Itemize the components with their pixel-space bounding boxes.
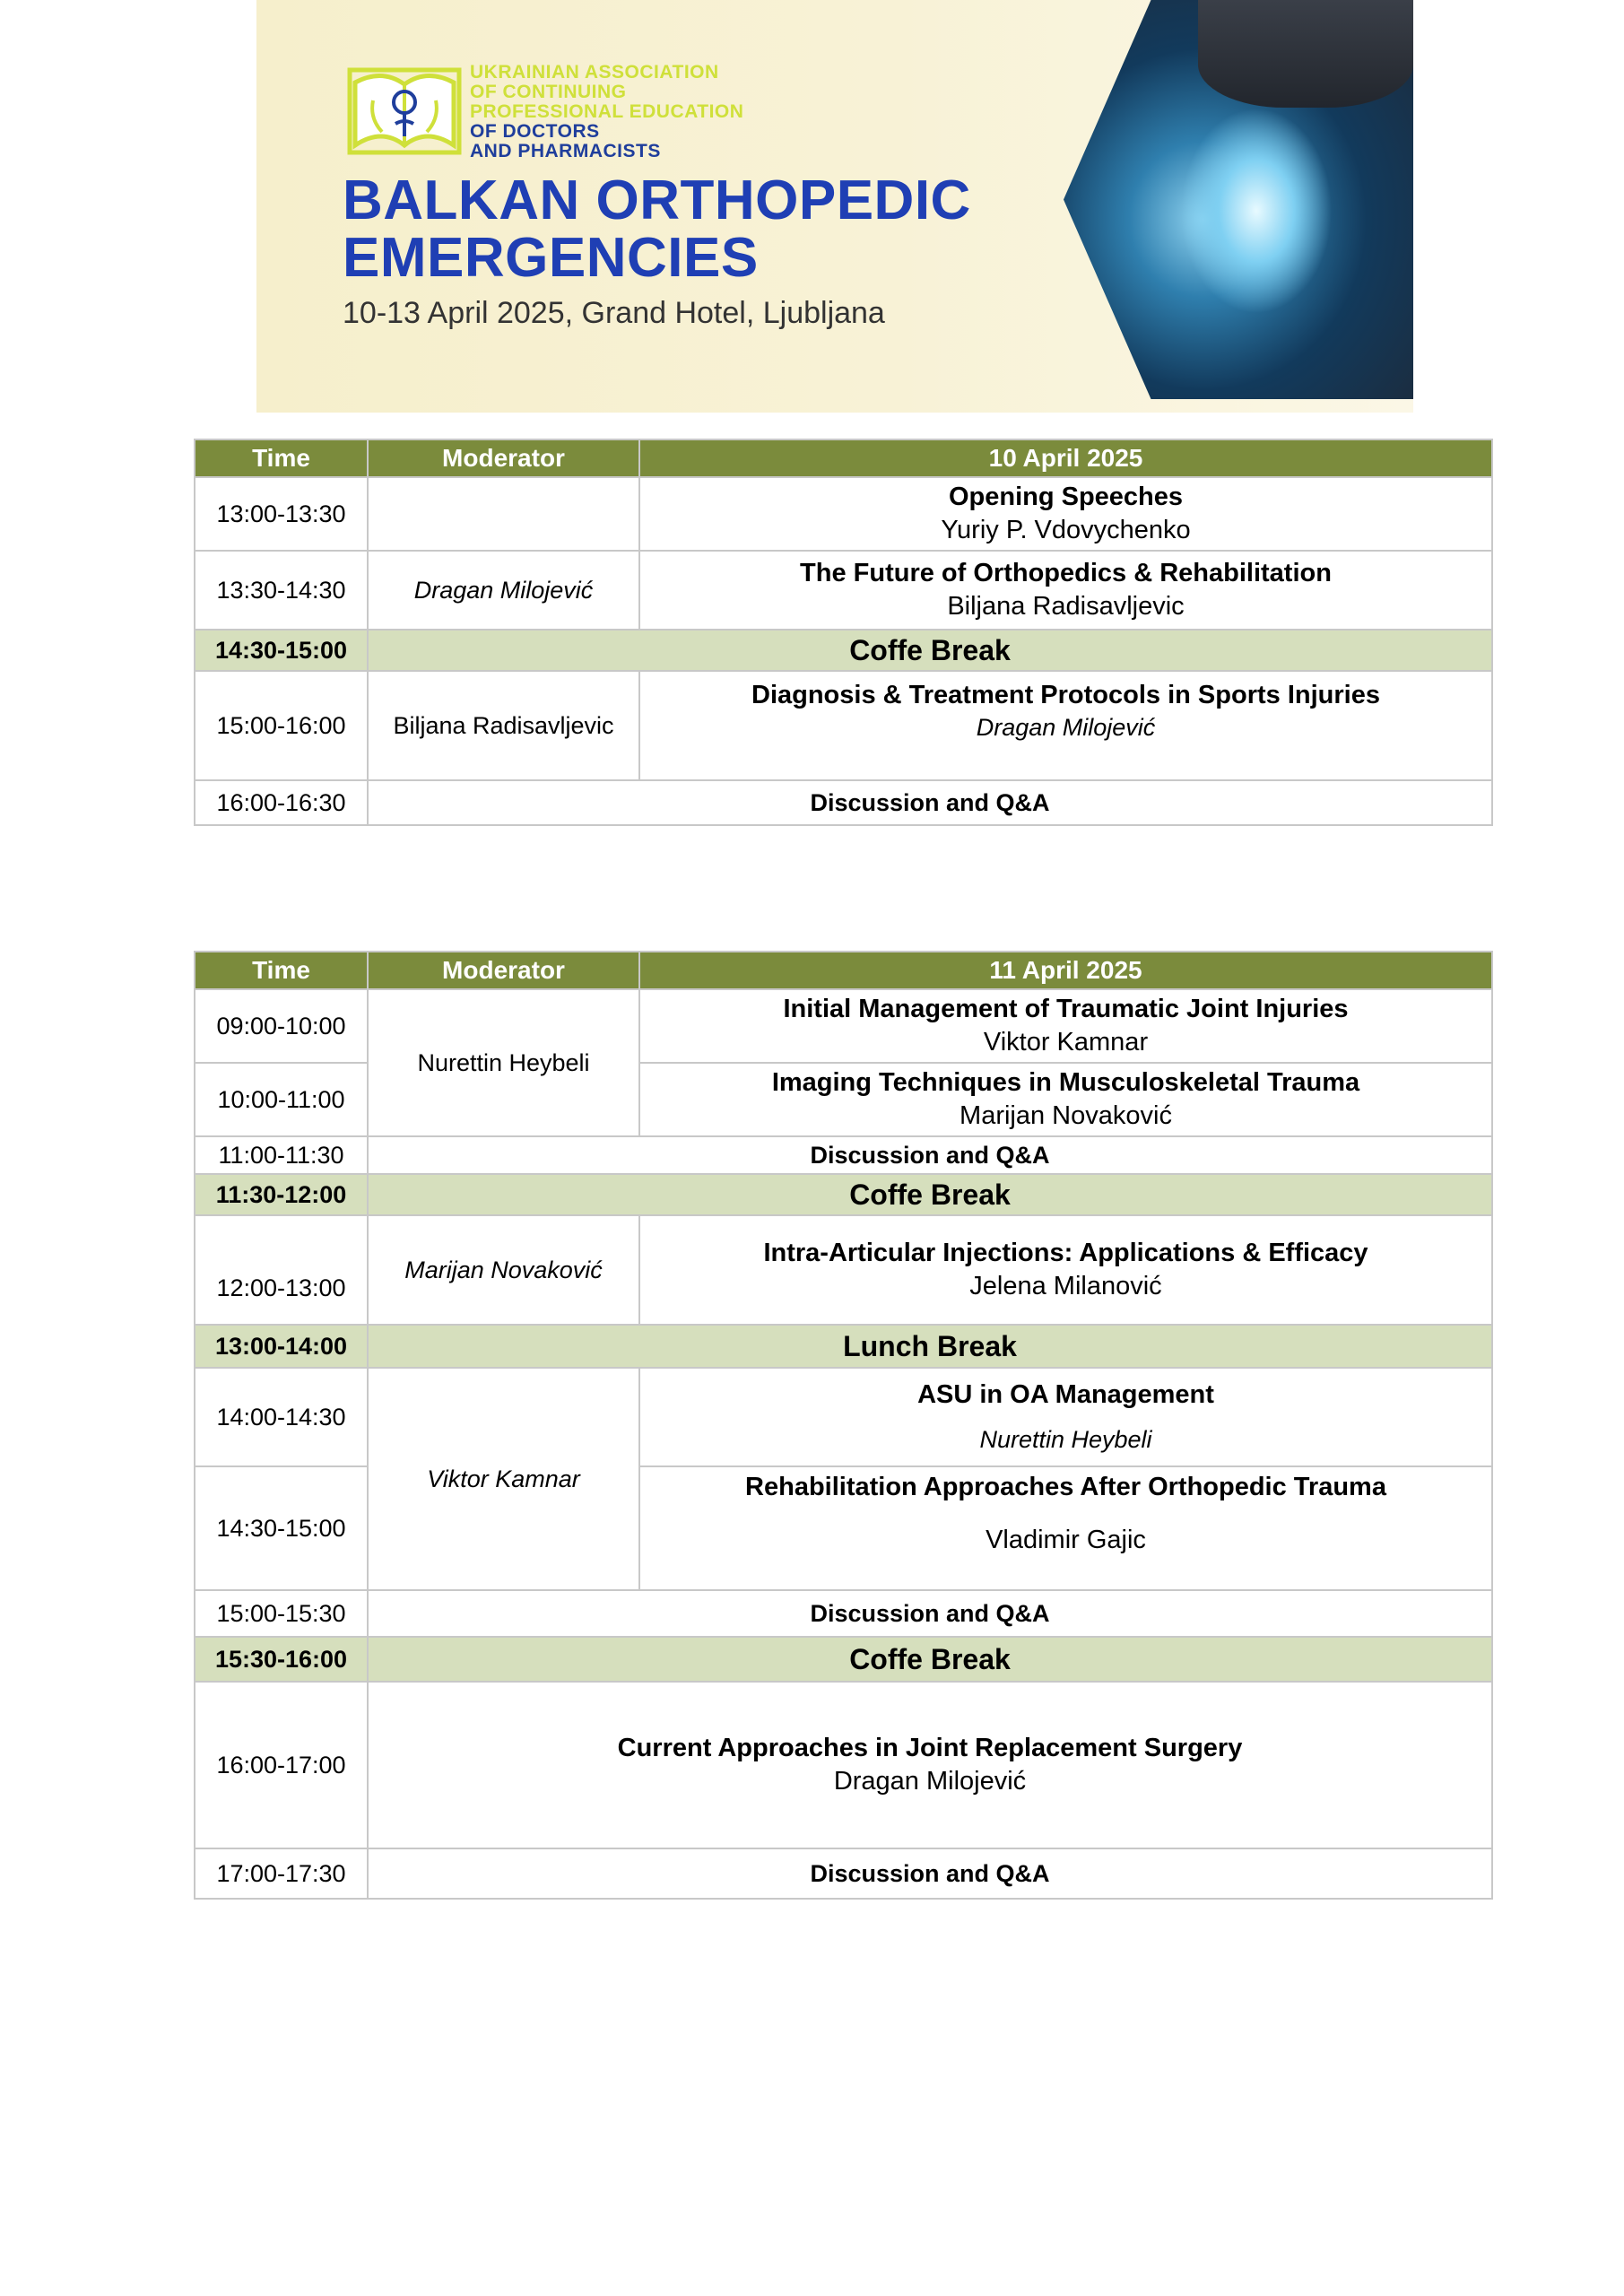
session-speaker: Viktor Kamnar bbox=[983, 1028, 1149, 1057]
header-time: Time bbox=[195, 952, 368, 989]
session-cell bbox=[639, 1215, 1492, 1325]
conference-dates: 10-13 April 2025, Grand Hotel, Ljubljana bbox=[343, 296, 885, 330]
time-cell: 12:00-13:00 bbox=[195, 1215, 368, 1325]
break-label: Coffe Break bbox=[368, 1174, 1492, 1215]
discussion-label: Discussion and Q&A bbox=[368, 780, 1492, 825]
time-cell: 13:00-14:00 bbox=[195, 1325, 368, 1368]
title-line-1: BALKAN ORTHOPEDIC bbox=[343, 170, 971, 231]
header-moderator: Moderator bbox=[368, 439, 639, 477]
session-cell bbox=[368, 1682, 1492, 1848]
schedule-table-day2 bbox=[194, 951, 1493, 1900]
session-cell bbox=[639, 671, 1492, 780]
association-name bbox=[470, 63, 743, 161]
session-cell bbox=[639, 1466, 1492, 1590]
association-line-2: OF CONTINUING bbox=[470, 82, 627, 102]
discussion-label: Discussion and Q&A bbox=[368, 1590, 1492, 1637]
table-row bbox=[195, 551, 1492, 630]
table-row bbox=[195, 477, 1492, 551]
association-line-1: UKRAINIAN ASSOCIATION bbox=[470, 62, 719, 83]
time-cell: 11:00-11:30 bbox=[195, 1136, 368, 1174]
table-row bbox=[195, 1848, 1492, 1899]
table-row bbox=[195, 1368, 1492, 1466]
time-cell: 17:00-17:30 bbox=[195, 1848, 368, 1899]
session-title: Diagnosis & Treatment Protocols in Sports Injuries bbox=[751, 681, 1380, 709]
table-header-row bbox=[195, 439, 1492, 477]
moderator-cell: Marijan Novaković bbox=[368, 1215, 639, 1325]
time-cell: 13:30-14:30 bbox=[195, 551, 368, 630]
association-line-4: OF DOCTORS bbox=[470, 121, 600, 142]
moderator-cell: Dragan Milojević bbox=[368, 551, 639, 630]
conference-title bbox=[343, 172, 971, 287]
moderator-cell bbox=[368, 477, 639, 551]
session-cell bbox=[639, 1368, 1492, 1466]
association-line-3: PROFESSIONAL EDUCATION bbox=[470, 101, 744, 122]
table-header-row bbox=[195, 952, 1492, 989]
session-cell bbox=[639, 551, 1492, 630]
discussion-label: Discussion and Q&A bbox=[368, 1136, 1492, 1174]
table-row bbox=[195, 780, 1492, 825]
title-line-2: EMERGENCIES bbox=[343, 227, 759, 289]
table-row bbox=[195, 1136, 1492, 1174]
break-label: Coffe Break bbox=[368, 630, 1492, 671]
session-title: Imaging Techniques in Musculoskeletal Trauma bbox=[771, 1068, 1360, 1097]
session-title: ASU in OA Management bbox=[917, 1380, 1214, 1409]
break-row bbox=[195, 1174, 1492, 1215]
break-row bbox=[195, 630, 1492, 671]
session-speaker: Biljana Radisavljevic bbox=[947, 592, 1185, 621]
time-cell: 15:00-16:00 bbox=[195, 671, 368, 780]
table-row bbox=[195, 989, 1492, 1063]
time-cell: 10:00-11:00 bbox=[195, 1063, 368, 1136]
moderator-cell: Biljana Radisavljevic bbox=[368, 671, 639, 780]
session-speaker: Yuriy P. Vdovychenko bbox=[941, 516, 1191, 544]
discussion-label: Discussion and Q&A bbox=[368, 1848, 1492, 1899]
moderator-cell: Viktor Kamnar bbox=[368, 1368, 639, 1590]
header-date: 11 April 2025 bbox=[639, 952, 1492, 989]
break-label: Lunch Break bbox=[368, 1325, 1492, 1368]
schedule-table-day1 bbox=[194, 439, 1493, 826]
table-row bbox=[195, 671, 1492, 780]
session-cell bbox=[639, 477, 1492, 551]
table-row bbox=[195, 1590, 1492, 1637]
time-cell: 13:00-13:30 bbox=[195, 477, 368, 551]
association-line-5: AND PHARMACISTS bbox=[470, 141, 661, 161]
header-moderator: Moderator bbox=[368, 952, 639, 989]
time-cell: 11:30-12:00 bbox=[195, 1174, 368, 1215]
break-row bbox=[195, 1325, 1492, 1368]
session-title: Rehabilitation Approaches After Orthopedic Trauma bbox=[745, 1473, 1386, 1501]
session-title: Opening Speeches bbox=[948, 483, 1184, 511]
session-title: Initial Management of Traumatic Joint Injuries bbox=[783, 995, 1349, 1023]
session-title: Current Approaches in Joint Replacement Surgery bbox=[617, 1734, 1243, 1762]
break-row bbox=[195, 1637, 1492, 1682]
break-label: Coffe Break bbox=[368, 1637, 1492, 1682]
session-title: Intra-Articular Injections: Applications & Efficacy bbox=[763, 1239, 1368, 1267]
doctor-figure bbox=[1198, 0, 1413, 108]
time-cell: 14:30-15:00 bbox=[195, 630, 368, 671]
knee-glow-icon bbox=[1180, 108, 1333, 314]
session-speaker: Dragan Milojević bbox=[976, 714, 1156, 741]
table-row bbox=[195, 1215, 1492, 1325]
time-cell: 09:00-10:00 bbox=[195, 989, 368, 1063]
time-cell: 14:00-14:30 bbox=[195, 1368, 368, 1466]
session-cell bbox=[639, 989, 1492, 1063]
time-cell: 15:30-16:00 bbox=[195, 1637, 368, 1682]
header-time: Time bbox=[195, 439, 368, 477]
session-speaker: Vladimir Gajic bbox=[986, 1526, 1146, 1554]
time-cell: 16:00-17:00 bbox=[195, 1682, 368, 1848]
header-date: 10 April 2025 bbox=[639, 439, 1492, 477]
session-speaker: Jelena Milanović bbox=[969, 1272, 1162, 1300]
session-cell bbox=[639, 1063, 1492, 1136]
session-title: The Future of Orthopedics & Rehabilitation bbox=[800, 559, 1332, 587]
session-speaker: Marijan Novaković bbox=[960, 1101, 1172, 1130]
time-cell: 14:30-15:00 bbox=[195, 1466, 368, 1590]
time-cell: 15:00-15:30 bbox=[195, 1590, 368, 1637]
table-row bbox=[195, 1682, 1492, 1848]
moderator-cell: Nurettin Heybeli bbox=[368, 989, 639, 1136]
session-speaker: Dragan Milojević bbox=[833, 1767, 1027, 1796]
conference-banner bbox=[256, 0, 1413, 413]
association-logo-icon bbox=[346, 65, 463, 161]
time-cell: 16:00-16:30 bbox=[195, 780, 368, 825]
session-speaker: Nurettin Heybeli bbox=[979, 1426, 1152, 1453]
